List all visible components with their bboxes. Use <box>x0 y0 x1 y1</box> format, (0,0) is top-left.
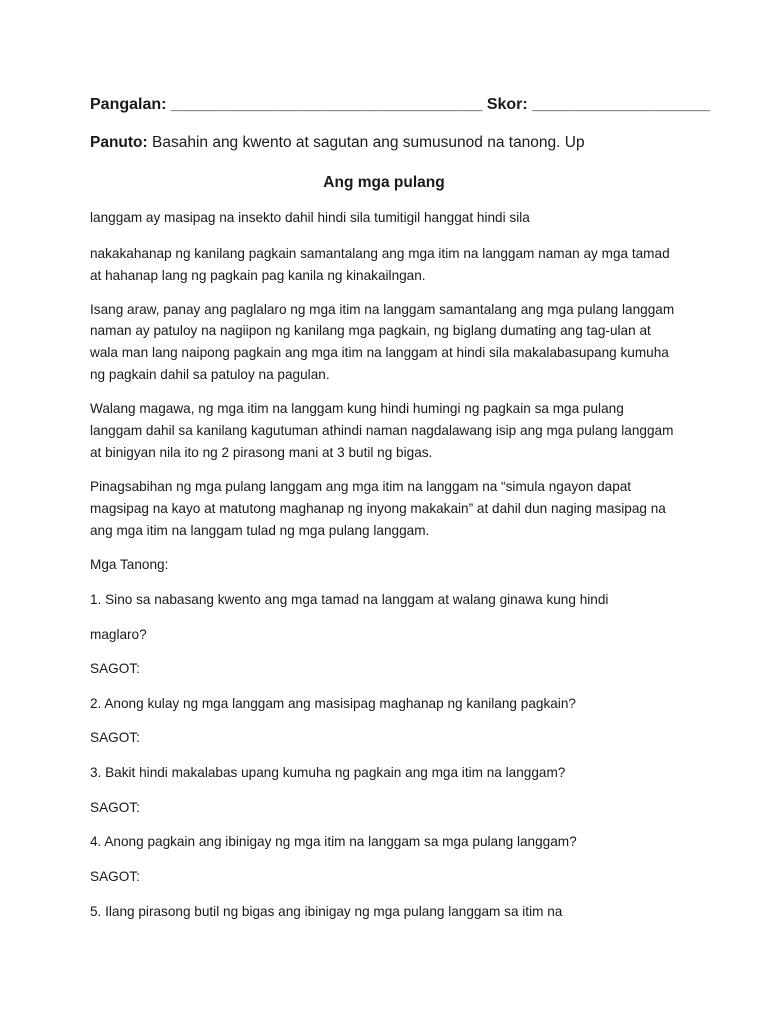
story-paragraph-4-line: langgam dahil sa kanilang kagutuman athindi naman nagdalawang isip ang mga pulang langgam <box>90 423 674 438</box>
score-label: Skor: <box>486 96 528 113</box>
story-paragraph-2-line: at hahanap lang ng pagkain pag kanila ng kinakailngan. <box>90 268 426 283</box>
question-3: 3. Bakit hindi makalabas upang kumuha ng pagkain ang mga itim na langgam? <box>90 765 566 780</box>
story-paragraph-3-line: Isang araw, panay ang paglalaro ng mga itim na langgam samantalang ang mga pulang langgam <box>90 302 675 317</box>
story-paragraph-3-line: ng pagkain dahil sa patuloy na pagulan. <box>90 367 330 382</box>
name-label: Pangalan: <box>90 96 167 113</box>
story-title: Ang mga pulang <box>323 174 445 191</box>
story-paragraph-2-line: nakakahanap ng kanilang pagkain samantalang ang mga itim na langgam naman ay mga tamad <box>90 246 670 261</box>
story-paragraph-4-line: Walang magawa, ng mga itim na langgam kung hindi humingi ng pagkain sa mga pulang <box>90 401 624 416</box>
instructions <box>90 134 690 152</box>
questions-heading: Mga Tanong: <box>90 557 169 572</box>
story-paragraph-3-line: wala man lang naipong pagkain ang mga itim na langgam at hindi sila makalabasupang kumuha <box>90 345 669 360</box>
story-paragraph-3-line: naman ay patuloy na nagiipon ng kanilang mga pagkain, ng biglang dumating ang tag-ulan at <box>90 323 651 338</box>
name-blank: ___________________________________ <box>170 96 483 113</box>
answer-label-2: SAGOT: <box>90 730 140 745</box>
story-paragraph-1-line: langgam ay masipag na insekto dahil hindi sila tumitigil hanggat hindi sila <box>90 210 530 225</box>
answer-label-4: SAGOT: <box>90 869 140 884</box>
question-5: 5. Ilang pirasong butil ng bigas ang ibinigay ng mga pulang langgam sa itim na <box>90 904 563 919</box>
question-1-continued: maglaro? <box>90 627 147 642</box>
question-4: 4. Anong pagkain ang ibinigay ng mga itim na langgam sa mga pulang langgam? <box>90 834 577 849</box>
story-paragraph-5-line: Pinagsabihan ng mga pulang langgam ang mga itim na langgam na “simula ngayon dapat <box>90 479 632 494</box>
instructions-text: Basahin ang kwento at sagutan ang sumusunod na tanong. Up <box>152 134 585 151</box>
question-1: 1. Sino sa nabasang kwento ang mga tamad na langgam at walang ginawa kung hindi <box>90 592 609 607</box>
question-2: 2. Anong kulay ng mga langgam ang masisipag maghanap ng kanilang pagkain? <box>90 696 576 711</box>
instructions-label: Panuto: <box>90 134 148 151</box>
story-paragraph-5-line: magsipag na kayo at matutong maghanap ng inyong makakain” at dahil dun naging masipag na <box>90 501 666 516</box>
story-paragraph-4-line: at binigyan nila ito ng 2 pirasong mani at 3 butil ng bigas. <box>90 445 433 460</box>
answer-label-3: SAGOT: <box>90 800 140 815</box>
score-blank: ____________________ <box>532 96 711 113</box>
story-paragraph-5-line: ang mga itim na langgam tulad ng mga pulang langgam. <box>90 523 430 538</box>
answer-label-1: SAGOT: <box>90 661 140 676</box>
header-row <box>90 96 711 114</box>
